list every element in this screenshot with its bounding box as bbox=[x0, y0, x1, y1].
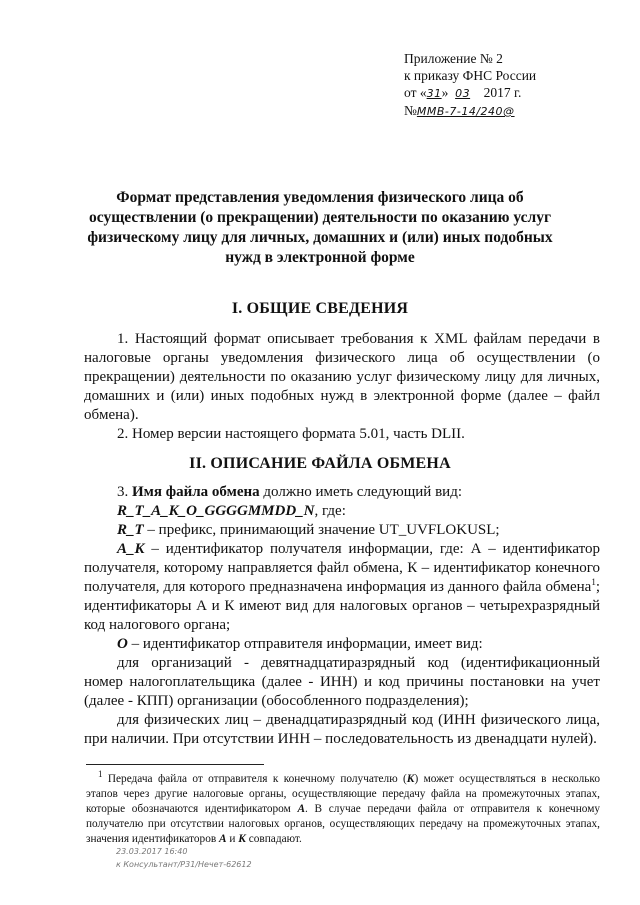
appendix-number: №ММВ-7-14/240@ bbox=[404, 103, 515, 118]
file-name-pattern: R_T_A_K_O_GGGGMMDD_N, где: bbox=[117, 503, 346, 519]
sender-definition: O – идентификатор отправителя информации, имеет вид: bbox=[117, 636, 483, 652]
appendix-date: от «31» 03 2017 г. bbox=[404, 85, 522, 100]
paragraph-3: 3. Имя файла обмена должно иметь следующий вид: bbox=[117, 484, 462, 500]
footnote-ref: 1 bbox=[591, 577, 596, 587]
footnote-mark: 1 bbox=[98, 769, 103, 780]
document-title: Формат представления уведомления физического лица об осуществлении (о прекращении) деятельности по оказанию услуг физическому лицу для личных, домашних и (или) иных подобных нужд в электронной форме bbox=[87, 189, 553, 266]
prefix-definition: R_T – префикс, принимающий значение UT_UVFLOKUSL; bbox=[117, 522, 500, 538]
appendix-title: Приложение № 2 bbox=[404, 51, 503, 66]
recipient-definition: A_K – идентификатор получателя информации, где: А – идентификатор получателя, которому направляется файл обмена, К – идентификатор конечного получателя, для которого предназначена информация из данного файла обмена$^1$; идентификаторы А и К имеют вид для налоговых органов – четырехразрядный код налогового органа; bbox=[84, 541, 600, 633]
paragraph-2: 2. Номер версии настоящего формата 5.01, часть DLII. bbox=[117, 426, 465, 442]
section-exchange-body bbox=[84, 483, 600, 749]
appendix-block bbox=[404, 50, 536, 120]
handwritten-month: 03 bbox=[455, 87, 471, 100]
footnote-divider bbox=[86, 764, 264, 765]
appendix-order-ref: к приказу ФНС России bbox=[404, 68, 537, 83]
print-stamp-date: 23.03.2017 16:40 bbox=[116, 847, 188, 856]
footnote: $^1$ Передача файла от отправителя к конечному получателю (К) может осуществляться в несколько этапов через другие налоговые органы, осуществляющие передачу файла на промежуточных этапах, которые обозначаются идентификатором А. В случае передачи файла от отправителя к конечному получателю при отсутствии налоговых органов, осуществляющих передачу на промежуточных этапах, значения идентификаторов А и К совпадают. bbox=[86, 769, 600, 845]
section-heading-exchange-file: II. ОПИСАНИЕ ФАЙЛА ОБМЕНА bbox=[189, 455, 451, 472]
organization-code-text: для организаций - девятнадцатиразрядный код (идентификационный номер налогоплательщика (далее - ИНН) и код причины постановки на учет (далее - КПП) организации (обособленного подразделения); bbox=[84, 655, 600, 709]
handwritten-day: 31 bbox=[426, 87, 442, 100]
section-heading-general: I. ОБЩИЕ СВЕДЕНИЯ bbox=[231, 300, 409, 317]
section-general-body bbox=[84, 330, 600, 444]
paragraph-1: 1. Настоящий формат описывает требования к XML файлам передачи в налоговые органы уведомления физического лица об осуществлении (о прекращении) деятельности по оказанию услуг физическому лицу для личных, домашних и (или) иных подобных нужд в электронной форме (далее – файл обмена). bbox=[84, 331, 600, 423]
handwritten-number: ММВ-7-14/240@ bbox=[416, 105, 515, 118]
individual-code-text: для физических лиц – двенадцатиразрядный код (ИНН физического лица, при наличии. При отсутствии ИНН – последовательность из двенадцати нулей). bbox=[84, 712, 600, 747]
print-stamp-source: к Консультант/Р31/Нечет-62612 bbox=[116, 860, 252, 869]
